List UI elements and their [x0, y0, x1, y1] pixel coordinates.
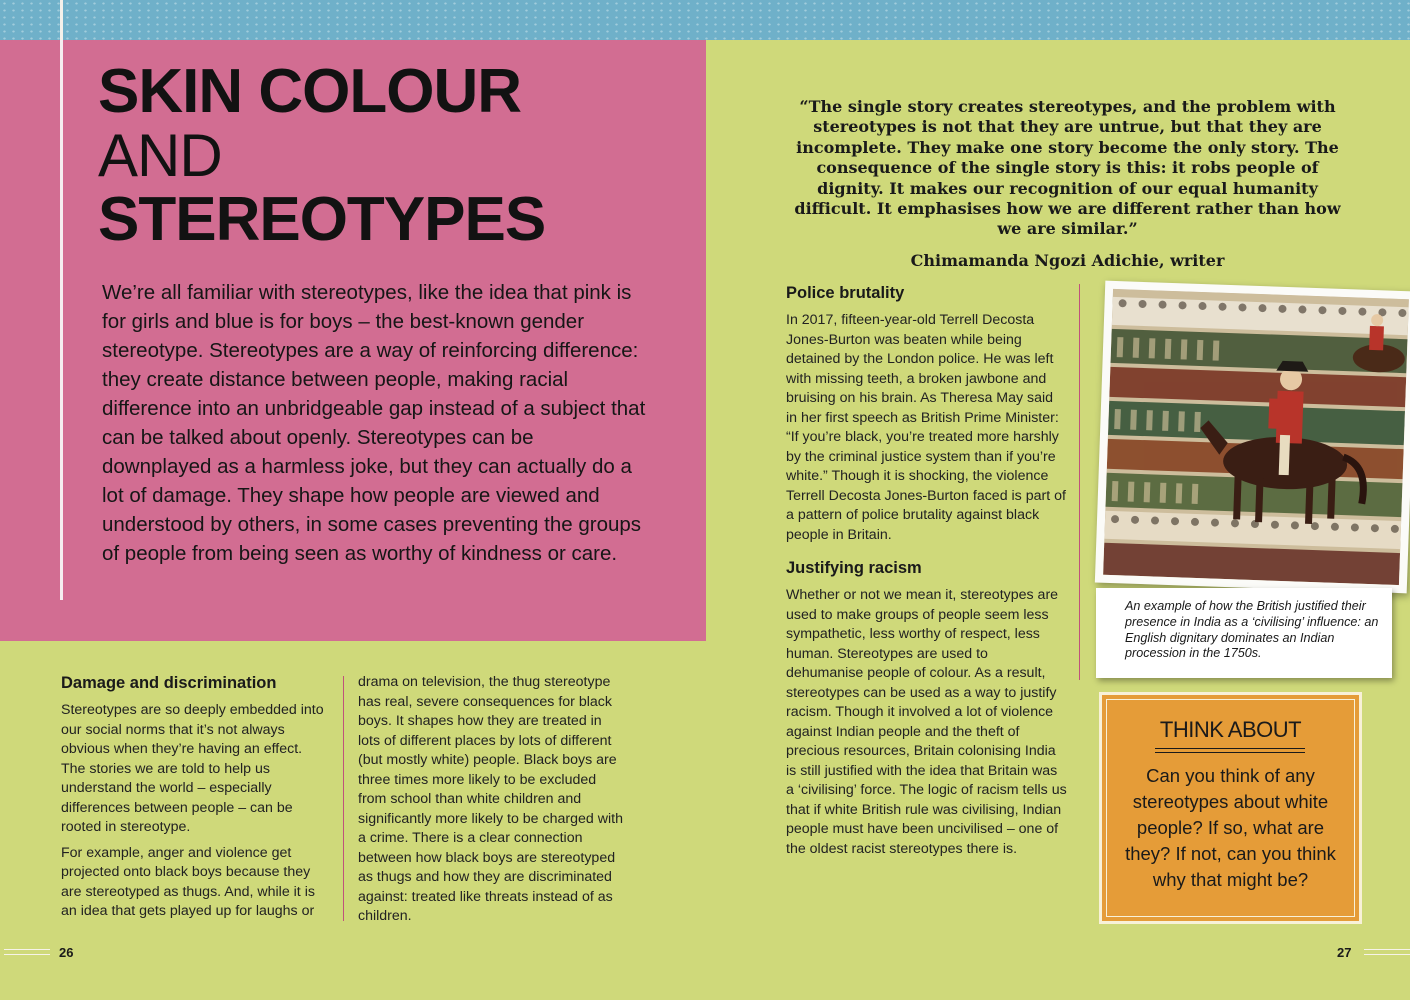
quote-text: “The single story creates stereotypes, and the problem with stereotypes is not that they are untrue, but that they are incomplete. They make one story become the only story. The consequence of the single story is this: it robs people of dignity. It makes our recognition of our equal humanity difficult. It emphasises how we are different rather than how we are similar.” — [794, 97, 1341, 239]
justify-heading: Justifying racism — [786, 559, 922, 577]
page-number-right: 27 — [1337, 945, 1352, 960]
title-line-2: AND — [98, 122, 222, 189]
top-banner — [0, 0, 1410, 40]
police-heading: Police brutality — [786, 284, 905, 302]
right-column — [786, 284, 1068, 859]
footer-lines-left — [4, 949, 50, 955]
column-divider — [343, 676, 344, 921]
quote-author: Chimamanda Ngozi Adichie, writer — [910, 250, 1225, 270]
police-paragraph: In 2017, fifteen-year-old Terrell Decosta Jones-Burton was beaten while being detained by the London police. He was left with missing teeth, a broken jawbone and bruising on his brain. As Theresa May said in her first speech as British Prime Minister: “If you’re black, you’re treated more harshly by the criminal justice system than if you’re white.” Though it is shocking, the violence Terrell Decosta Jones-Burton faced is part of a pattern of police brutality against black people in Britain. — [786, 312, 1066, 543]
think-about-title: THINK ABOUT — [1159, 717, 1302, 742]
margin-rule — [60, 0, 63, 40]
panel-rule — [60, 40, 63, 600]
title-line-1: SKIN COLOUR — [98, 57, 521, 126]
damage-heading: Damage and discrimination — [61, 674, 277, 692]
damage-paragraph-1: Stereotypes are so deeply embedded into our social norms that it’s not always obvious when they’re having an effect. The stories we are told to help us understand the world – especially differences between people – can be rooted in stereotype. — [61, 702, 324, 835]
page-number-left: 26 — [59, 945, 74, 960]
caption-box — [1096, 588, 1392, 678]
intro-paragraph: We’re all familiar with stereotypes, like the idea that pink is for girls and blue is for boys – the best-known gender stereotype. Stereotypes are a way of reinforcing difference: they create distance between people, making racial difference into an unbridgeable gap instead of a subject that can be talked about openly. Stereotypes can be downplayed as a harmless joke, but they can actually do a lot of damage. They shape how people are viewed and understood by others, in some cases preventing the groups of people from being seen as worthy of kindness or care. — [102, 281, 646, 565]
justify-paragraph: Whether or not we mean it, stereotypes are used to make groups of people seem less sympathetic, less worthy of respect, less human. Stereotypes are used to dehumanise people of colour. As a result, stereotypes can be used as a way to justify racism. Though it involved a lot of violence against Indian people and the theft of precious resources, Britain colonising India is still justified with the idea that Britain was a ‘civilising’ force. The logic of racism tells us that if white British rule was civilising, Indian people must have been uncivilised – one of the oldest racist stereotypes there is. — [786, 587, 1067, 857]
painting-illustration — [1103, 289, 1409, 585]
footer-lines-right — [1364, 949, 1410, 955]
damage-paragraph-2: For example, anger and violence get projected onto black boys because they are stereotyped as thugs. And, while it is an idea that gets played up for laughs or — [61, 844, 315, 919]
think-about-box — [1099, 692, 1362, 924]
photo-caption: An example of how the British justified their presence in India as a ‘civilising’ influence: an English dignitary dominates an Indian procession in the 1750s. — [1125, 599, 1379, 661]
page-title — [98, 57, 658, 254]
column-divider-right — [1079, 284, 1080, 680]
procession-painting — [1103, 289, 1409, 585]
think-about-rule — [1155, 748, 1305, 753]
pull-quote — [790, 97, 1345, 271]
damage-section — [61, 674, 329, 922]
title-line-3: STEREOTYPES — [98, 185, 546, 254]
damage-paragraph-3: drama on television, the thug stereotype has real, severe consequences for black boys. It shapes how they are treated in lots of different places by lots of different (but mostly white) people. Black boys are three times more likely to be excluded from school than white children and significantly more likely to be charged with a crime. There is a clear connection between how black boys are stereotyped as thugs and how they are discriminated against: treated like threats instead of as children. — [358, 674, 623, 924]
think-about-text: Can you think of any stereotypes about white people? If so, what are they? If not, can you think why that might be? — [1125, 765, 1336, 890]
photo-frame — [1095, 281, 1410, 594]
damage-continued — [358, 673, 626, 927]
